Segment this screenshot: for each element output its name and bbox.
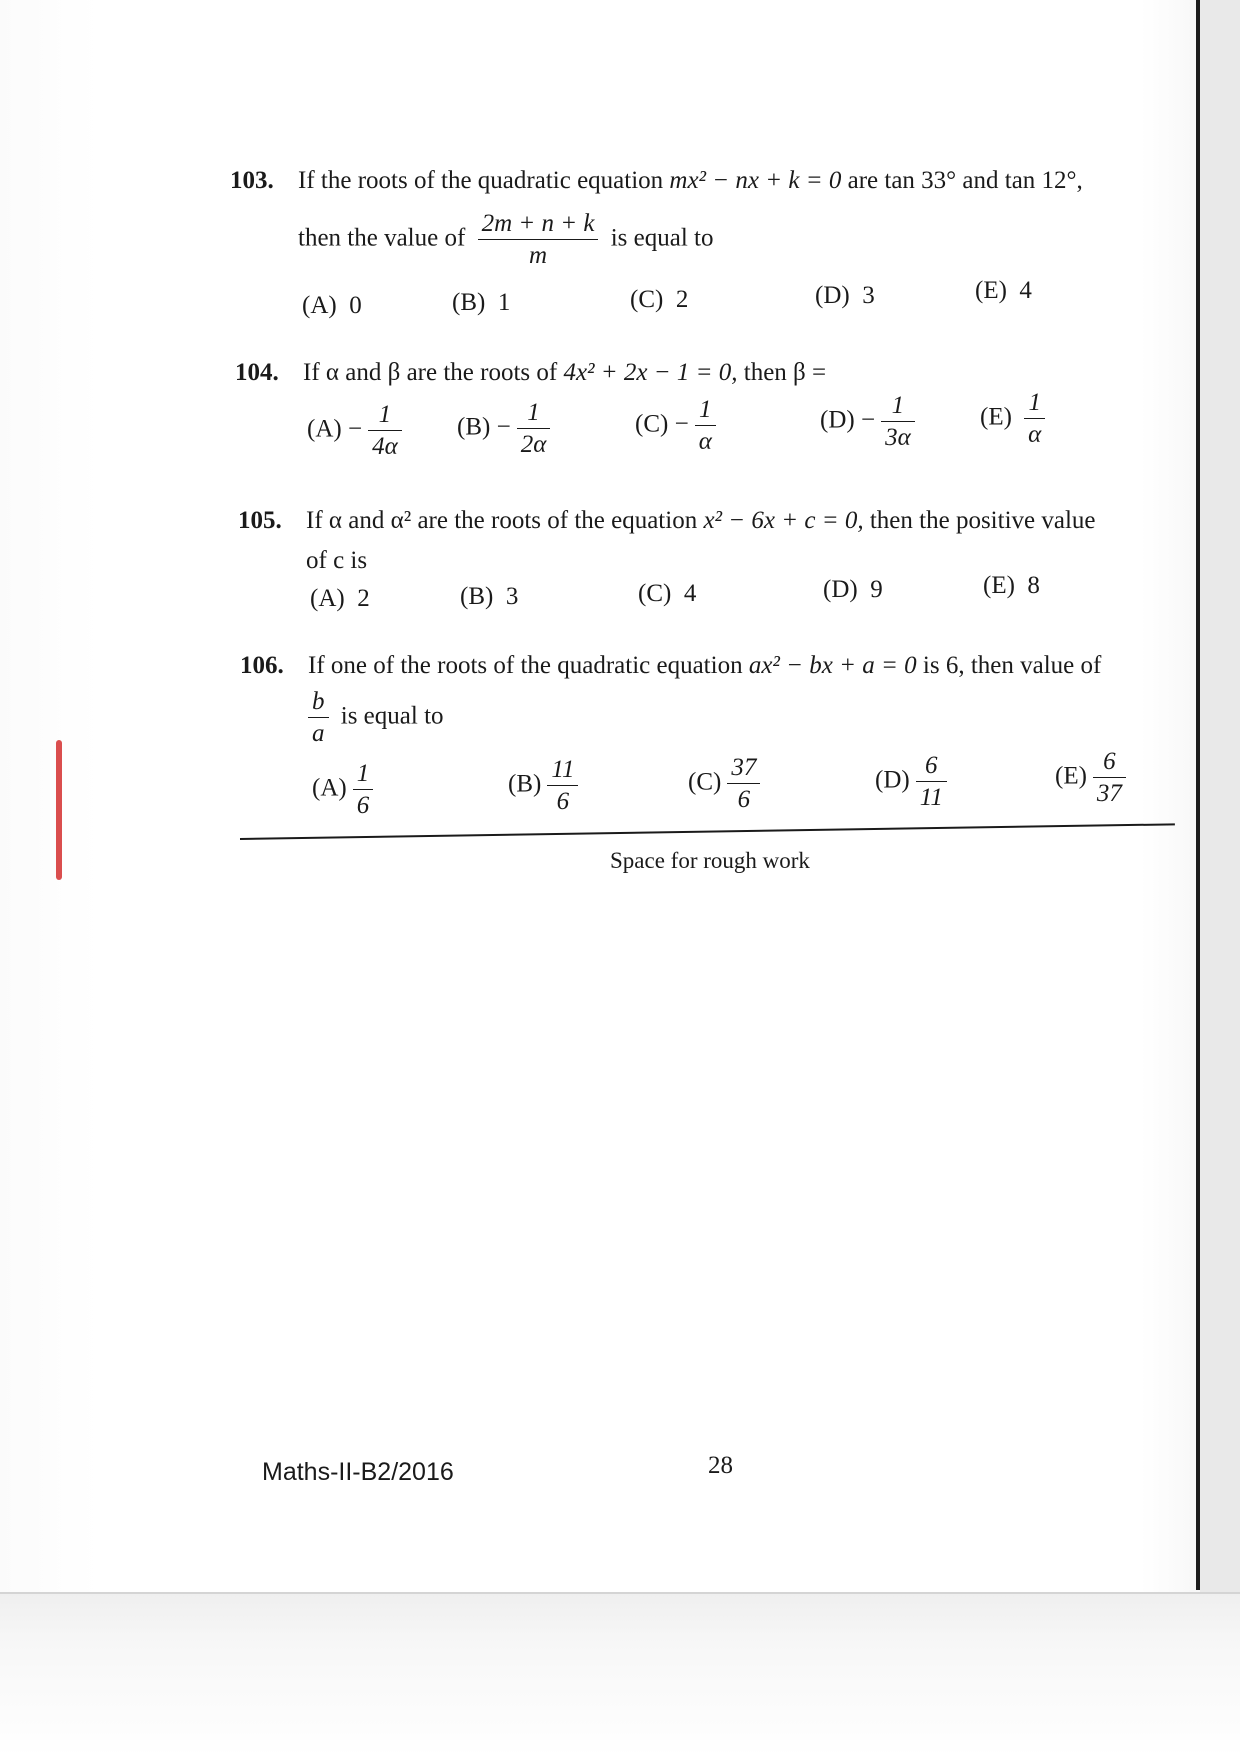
option-a: (A) 2: [310, 585, 370, 612]
question-105: [238, 505, 1178, 615]
option-e: (E) 8: [983, 572, 1040, 599]
equation: 4x² + 2x − 1 = 0,: [563, 359, 738, 386]
option-b: (B) $\frac{11}{6}$: [508, 754, 584, 818]
equation: ax² − bx + a = 0: [748, 652, 917, 679]
option-b: (B) 3: [460, 583, 519, 610]
question-line-2: $\frac{b}{a}$ is equal to: [302, 686, 444, 750]
option-d: (D) 3: [815, 282, 875, 309]
option-e: (E) $\frac{1}{\alpha}$: [980, 387, 1051, 451]
question-line-2: then the value of $\frac{2m + n + k}{m}$ is equal to: [298, 208, 713, 272]
option-a: (A) $\frac{1}{6}$: [312, 758, 379, 822]
option-b: (B) − $\frac{1}{2\alpha}$: [457, 397, 556, 461]
question-106: [240, 650, 1180, 820]
rough-work-label: Space for rough work: [610, 848, 810, 873]
question-text: If one of the roots of the quadratic equation ax² − bx + a = 0 is 6, then value of: [308, 652, 1102, 679]
paper-code: Maths-II-B2/2016: [262, 1458, 454, 1486]
equation: x² − 6x + c = 0,: [703, 507, 864, 534]
option-c: (C) $\frac{37}{6}$: [688, 752, 766, 816]
rough-work-divider: [240, 823, 1175, 840]
equation: mx² − nx + k = 0: [669, 167, 842, 194]
question-number: 106.: [240, 652, 284, 679]
page-edge-shadow: [1200, 0, 1240, 1755]
option-d: (D) 9: [823, 576, 883, 603]
option-c: (C) 4: [638, 580, 697, 607]
page-bottom-edge: [0, 1592, 1240, 1755]
option-d: (D) − $\frac{1}{3\alpha}$: [820, 390, 921, 454]
fraction: $\frac{b}{a}$: [308, 686, 329, 750]
red-margin-mark: [56, 740, 62, 880]
page-number: 28: [708, 1452, 733, 1479]
question-text: If α and β are the roots of 4x² + 2x − 1 = 0, then β =: [303, 359, 827, 386]
question-number: 104.: [235, 359, 279, 386]
question-103: [230, 165, 1190, 335]
option-b: (B) 1: [452, 289, 511, 316]
question-text: If the roots of the quadratic equation mx² − nx + k = 0 are tan 33° and tan 12°,: [298, 167, 1083, 194]
option-c: (C) 2: [630, 286, 689, 313]
question-104: [235, 357, 1175, 467]
option-e: (E) $\frac{6}{37}$: [1055, 746, 1132, 810]
option-a: (A) 0: [302, 292, 362, 319]
question-number: 103.: [230, 167, 274, 194]
page-edge-line: [1196, 0, 1200, 1590]
option-a: (A) − $\frac{1}{4\alpha}$: [307, 399, 408, 463]
question-number: 105.: [238, 507, 282, 534]
fraction: $\frac{2m + n + k}{m}$: [478, 208, 599, 272]
option-c: (C) − $\frac{1}{\alpha}$: [635, 394, 722, 458]
question-line-2: of c is: [306, 547, 368, 574]
question-text: If α and α² are the roots of the equation x² − 6x + c = 0, then the positive value: [306, 507, 1096, 534]
option-e: (E) 4: [975, 277, 1032, 304]
option-d: (D) $\frac{6}{11}$: [875, 750, 953, 814]
